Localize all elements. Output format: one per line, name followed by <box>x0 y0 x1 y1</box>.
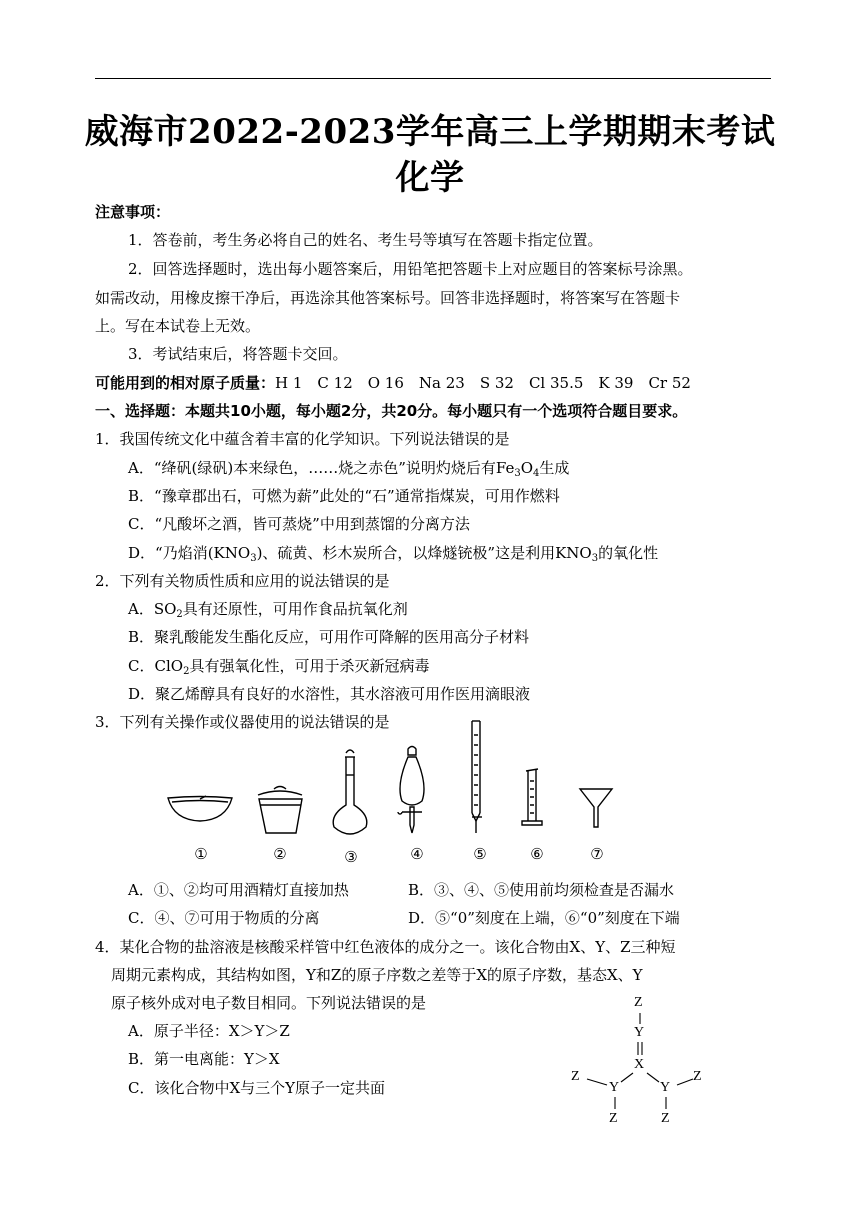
q2-c-tail: 具有强氧化性，可用于杀灭新冠病毒 <box>189 657 430 675</box>
exam-title: 威海市2022-2023学年高三上学期期末考试 <box>84 112 776 152</box>
graduated-cylinder-icon <box>522 769 542 825</box>
crucible-icon <box>258 787 302 834</box>
q2-c-text: C．ClO <box>128 657 184 675</box>
q1-option-a <box>128 459 569 477</box>
subscript-2: 2 <box>176 609 183 620</box>
notice-item-1: 1．答卷前，考生务必将自己的姓名、考生号等填写在答题卡指定位置。 <box>128 231 603 249</box>
funnel-icon <box>580 789 612 827</box>
q3-option-d: D．⑤“0”刻度在上端，⑥“0”刻度在下端 <box>408 909 680 927</box>
atom-z-bottom-right: Z <box>661 1111 670 1126</box>
fe-subscript: 3 <box>514 468 521 479</box>
apparatus-label-7: ⑦ <box>590 845 604 863</box>
q4-option-a: A．原子半径：X＞Y＞Z <box>128 1022 290 1040</box>
atomic-masses <box>95 374 691 392</box>
atomic-masses-values: H 1 C 12 O 16 Na 23 S 32 Cl 35.5 K 39 Cr 52 <box>275 374 691 392</box>
subscript-2: 2 <box>183 666 190 677</box>
q1-d-tail: 的氧化性 <box>598 544 659 562</box>
apparatus-label-5: ⑤ <box>473 845 487 863</box>
subject-title: 化学 <box>395 158 465 198</box>
q2-option-a <box>128 600 408 618</box>
atomic-masses-label: 可能用到的相对原子质量： <box>95 374 276 392</box>
notice-item-2a: 2．回答选择题时，选出每小题答案后，用铅笔把答题卡上对应题目的答案标号涂黑。 <box>128 260 693 278</box>
q2-a-text: A．SO <box>128 600 177 618</box>
separatory-funnel-icon <box>398 747 424 834</box>
q4-option-c: C．该化合物中X与三个Y原子一定共面 <box>128 1079 386 1097</box>
evaporating-dish-icon <box>168 796 232 821</box>
apparatus-label-3: ③ <box>344 848 358 866</box>
q2-option-c <box>128 657 429 675</box>
formula-fe3o4 <box>496 459 540 477</box>
q1-option-b: B．“豫章郡出石，可燃为薪”此处的“石”通常指煤炭，可用作燃料 <box>128 487 560 505</box>
q1-option-c: C．“凡酸坏之酒，皆可蒸烧”中用到蒸馏的分离方法 <box>128 515 470 533</box>
q4-stem-2: 周期元素构成，其结构如图，Y和Z的原子序数之差等于X的原子序数，基态X、Y <box>111 966 643 984</box>
q4-stem-3: 原子核外成对电子数目相同。下列说法错误的是 <box>111 994 427 1012</box>
q1-d-mid: )、硫黄、杉木炭所合，以烽燧铳极”这是利用KNO <box>256 544 592 562</box>
subscript-3: 3 <box>250 553 257 564</box>
apparatus-label-6: ⑥ <box>530 845 544 863</box>
volumetric-flask-icon <box>333 750 367 834</box>
q1-a-tail: 生成 <box>539 459 570 477</box>
q3-option-a: A．①、②均可用酒精灯直接加热 <box>128 881 349 899</box>
q3-option-b: B．③、④、⑤使用前均须检查是否漏水 <box>408 881 675 899</box>
atom-z-right: Z <box>693 1069 702 1084</box>
atom-z-top: Z <box>634 995 643 1010</box>
notice-item-2b: 如需改动，用橡皮擦干净后，再选涂其他答案标号。回答非选择题时，将答案写在答题卡 <box>95 289 681 307</box>
burette-icon <box>472 721 482 833</box>
notice-item-2c: 上。写在本试卷上无效。 <box>95 317 261 335</box>
fe-symbol: Fe <box>495 459 515 477</box>
q4-option-b: B．第一电离能：Y＞X <box>128 1050 280 1068</box>
o-symbol: O <box>520 459 534 477</box>
header-rule <box>95 78 771 79</box>
q1-stem: 1．我国传统文化中蕴含着丰富的化学知识。下列说法错误的是 <box>95 430 510 448</box>
atom-x-center: X <box>634 1057 645 1072</box>
section-1-heading: 一、选择题：本题共10小题，每小题2分，共20分。每小题只有一个选项符合题目要求。 <box>95 402 688 420</box>
atom-y-left: Y <box>609 1080 620 1095</box>
subscript-3: 3 <box>591 553 599 564</box>
q2-stem: 2．下列有关物质性质和应用的说法错误的是 <box>95 572 390 590</box>
atom-z-left: Z <box>571 1069 580 1084</box>
q2-option-d: D．聚乙烯醇具有良好的水溶性，其水溶液可用作医用滴眼液 <box>128 685 531 703</box>
q1-option-d <box>128 544 658 562</box>
apparatus-label-4: ④ <box>410 845 424 863</box>
q2-option-b: B．聚乳酸能发生酯化反应，可用作可降解的医用高分子材料 <box>128 628 530 646</box>
notice-item-3: 3．考试结束后，将答题卡交回。 <box>128 345 348 363</box>
notice-heading: 注意事项： <box>95 203 171 221</box>
q3-stem: 3．下列有关操作或仪器使用的说法错误的是 <box>95 713 390 731</box>
q2-a-tail: 具有还原性，可用作食品抗氧化剂 <box>182 600 408 618</box>
q1-a-text: A．“绛矾(绿矾)本来绿色，……烧之赤色”说明灼烧后有 <box>128 459 496 477</box>
apparatus-label-1: ① <box>194 845 208 863</box>
atom-z-bottom-left: Z <box>609 1111 618 1126</box>
o-subscript: 4 <box>533 468 540 479</box>
q4-stem-1: 4．某化合物的盐溶液是核酸采样管中红色液体的成分之一。该化合物由X、Y、Z三种短 <box>95 938 676 956</box>
apparatus-label-2: ② <box>273 845 287 863</box>
q1-d-text: D．“乃焰消(KNO <box>128 544 251 562</box>
lab-apparatus-figure <box>160 715 620 840</box>
molecular-structure-diagram <box>565 995 715 1130</box>
q3-option-c: C．④、⑦可用于物质的分离 <box>128 909 320 927</box>
atom-y-right: Y <box>660 1080 671 1095</box>
atom-y-top: Y <box>634 1025 645 1040</box>
